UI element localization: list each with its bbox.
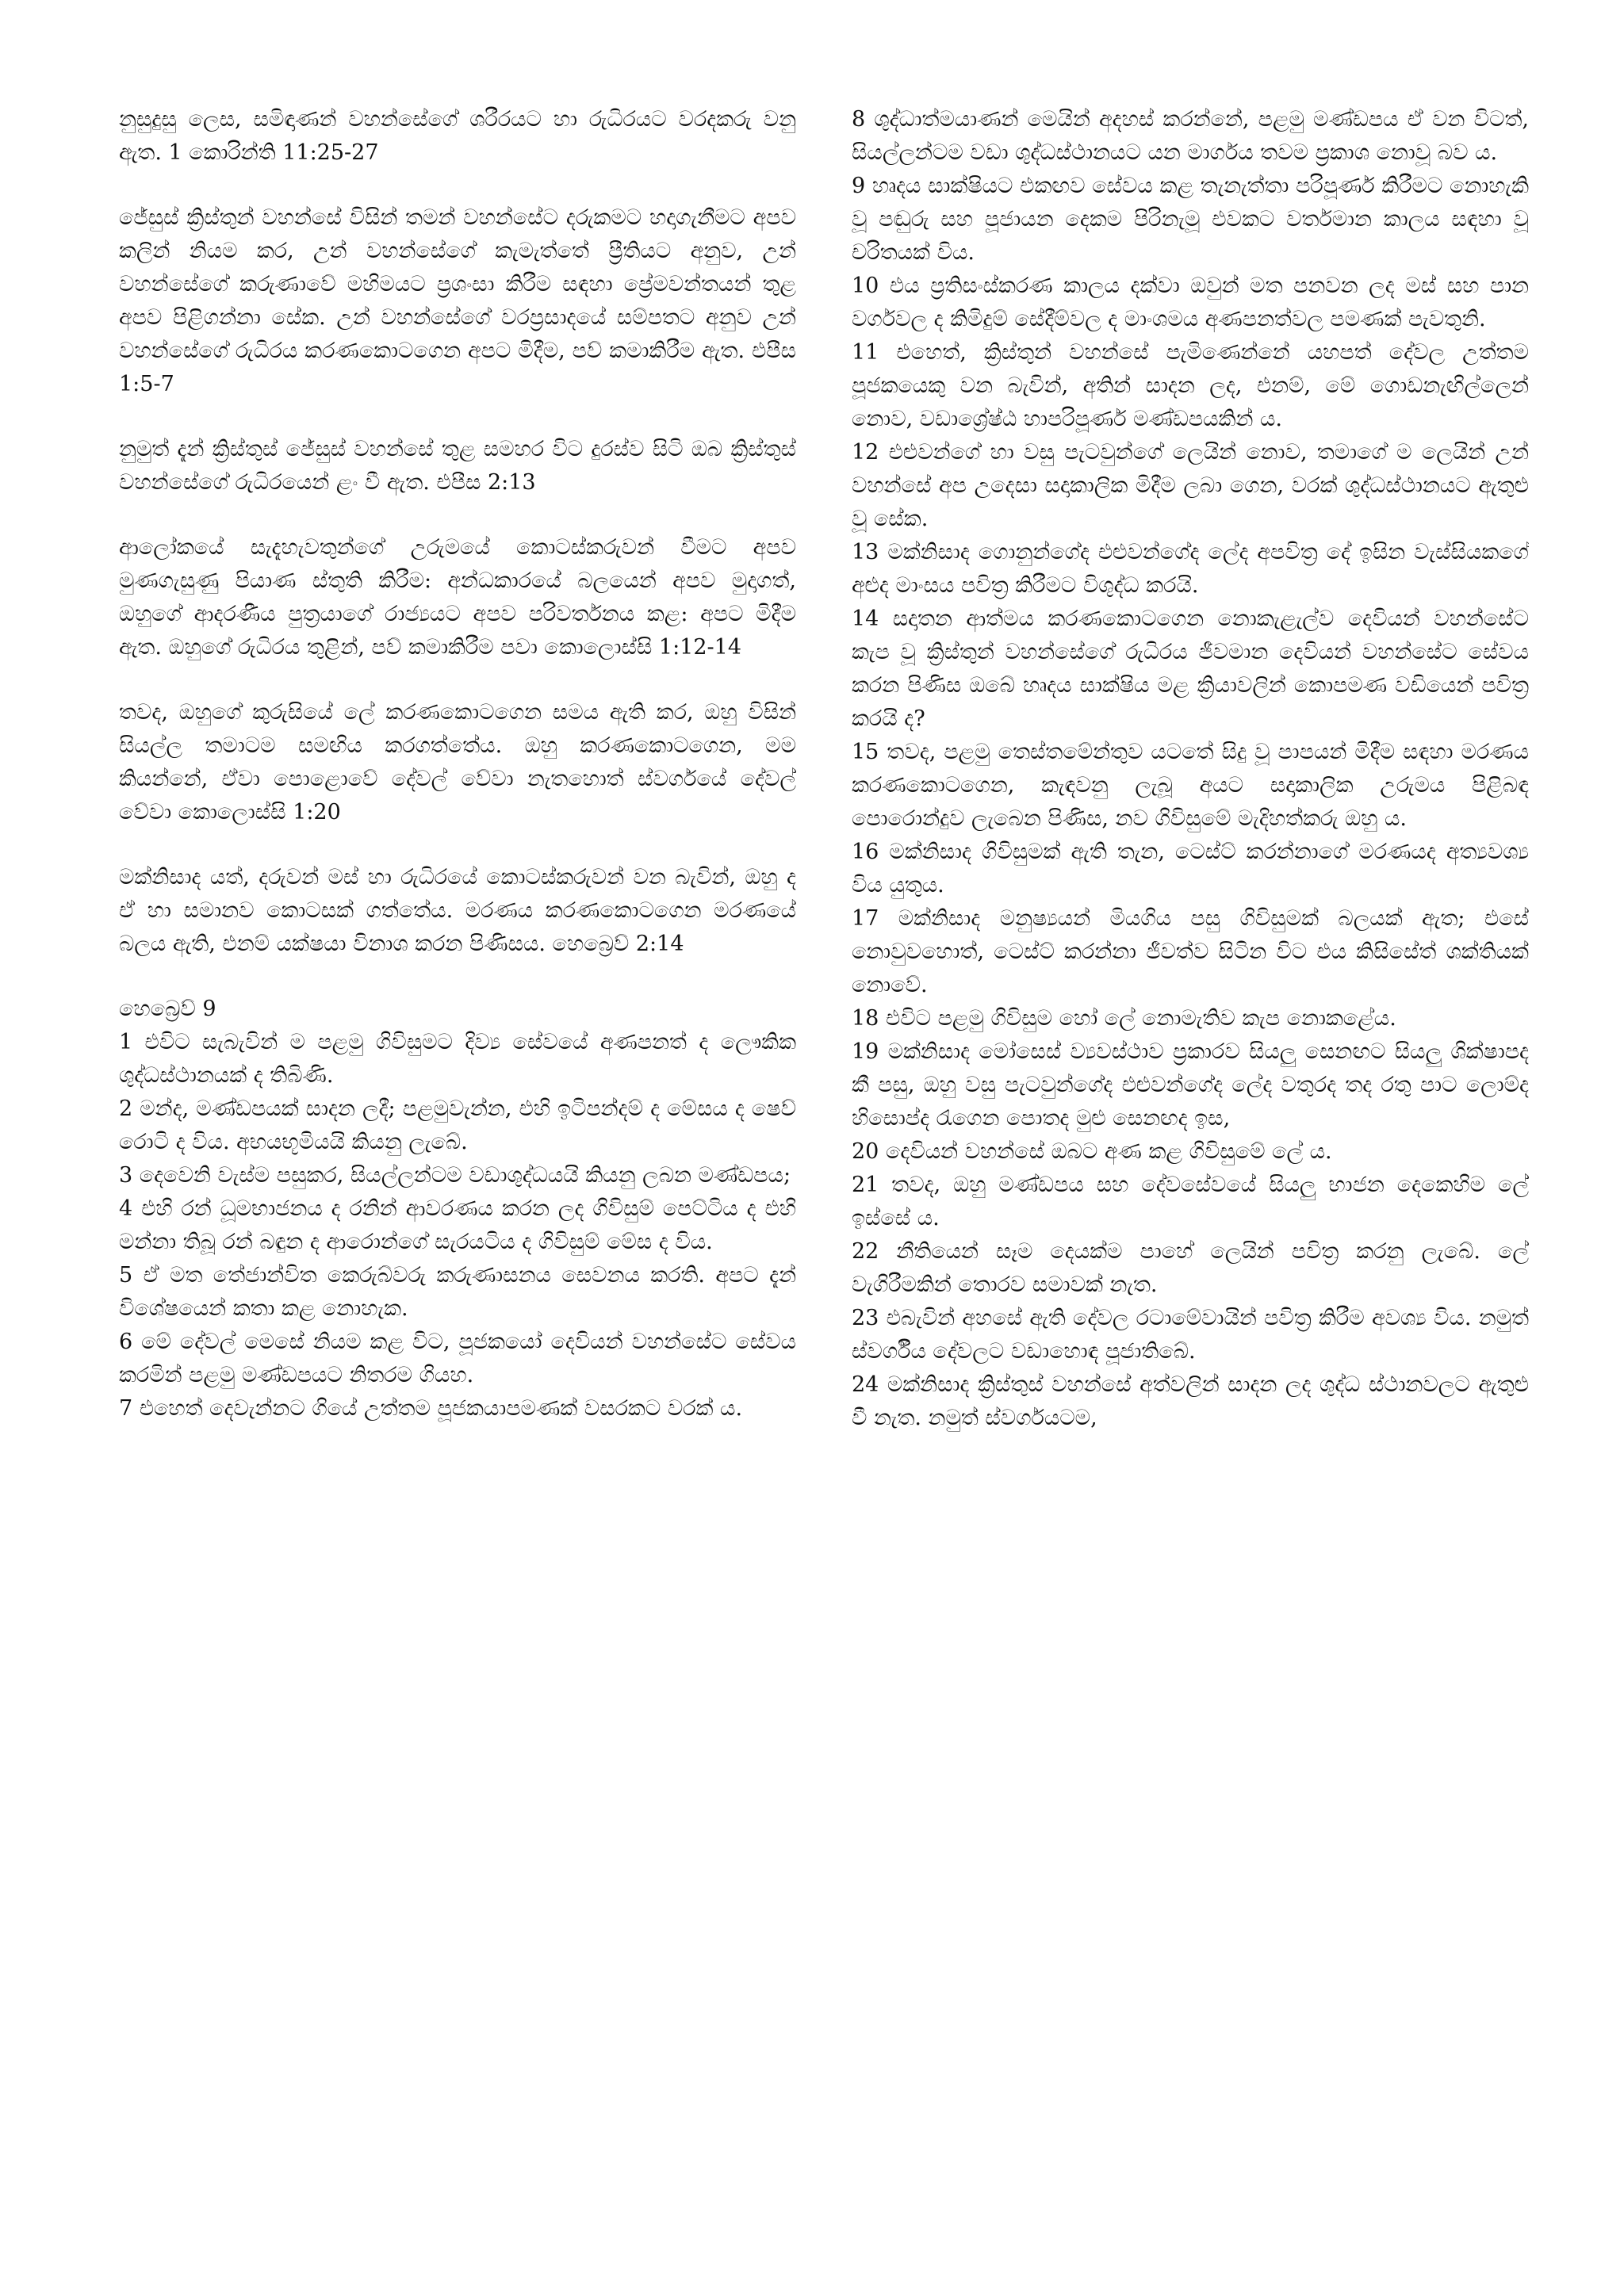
verse-16: 16 මක්නිසාද ගිවිසුමක් ඇති තැන, ටෙස්ට් කරන්නාගේ මරණයද අත්‍යවශ්‍ය විය යුතුය. [852,840,1529,897]
verse-11: 11 එහෙත්, ක්‍රිස්තුන් වහන්සේ පැමිණෙන්නේ යහපත් දේවල උත්තම පූජකයෙකු වන බැවින්, අතින් සාදන ලද, එනම්, මේ ගොඩනැඟිල්ලෙන් නොව, වඩාශ්‍රේෂ්ඨ හාපරිපූර්ණ මණ්ඩපයකින් ය. [852,340,1529,431]
verse-8: 8 ශුද්ධාත්මයාණන් මෙයින් අදහස් කරන්නේ, පළමු මණ්ඩපය ඒ වන විටත්, සියල්ලන්ටම වඩා ශුද්ධස්ථානයට යන මාර්ගය තවම ප්‍රකාශ නොවූ බව ය. [852,107,1529,165]
verse-23: 23 එබැවින් අහසේ ඇති දේවල රටාමේවායින් පවිත්‍ර කිරීම අවශ්‍ය විය. නමුත් ස්වර්ගීය දේවලට වඩාහොඳ පූජාතිබේ. [852,1306,1529,1364]
verse-5: 5 ඒ මත තේජාන්විත කෙරුබ්වරු කරුණාසනය සෙවනය කරති. අපට දැන් විශේෂයෙන් කතා කළ නොහැක. [119,1263,796,1321]
right-column [852,103,1529,2217]
verse-10: 10 එය ප්‍රතිසංස්කරණ කාලය දක්වා ඔවුන් මත පනවන ලද මස් සහ පාන වර්ගවල ද කිමිදුම් සේදීම්වල ද මාංශමය අණපනත්වල පමණක් පැවතුනි. [852,274,1529,331]
verse-9: 9 හෘදය සාක්ෂියට එකඟව සේවය කළ තැනැත්තා පරිපූර්ණ කිරීමට නොහැකි වූ පඬුරු සහ පූජායන දෙකම පිරිනැමූ එවකට වර්තමාන කාලය සඳහා වූ චරිතයක් විය. [852,174,1529,265]
verse-18: 18 එවිට පළමු ගිවිසුම හෝ ලේ නොමැතිව කැප නොකළේය. [852,1006,1396,1031]
paragraph-5: තවද, ඔහුගේ කුරුසියේ ලේ කරණකොටගෙන සමය ඇති කර, ඔහු විසින් සියල්ල තමාටම සමඟිය කරගත්තේය. ඔහු කරණකොටගෙන, මම කියන්නේ, ඒවා පොළොවේ දේවල් වේවා නැතහොත් ස්වර්ගයේ දේවල් වේවා කොලොස්සි 1:20 [119,700,796,825]
verse-19: 19 මක්නිසාද මෝසෙස් ව්‍යවස්ථාව ප්‍රකාරව සියලු සෙනඟට සියලු ශික්ෂාපද කී පසු, ඔහු වසු පැටවුන්ගේද එළුවන්ගේද ලේද වතුරද තද රතු පාට ලොම්ද හිසොප්ද රැගෙන පොතද මුළු සෙනඟද ඉස, [852,1039,1529,1131]
verse-4: 4 එහි රන් ධූමභාජනය ද රනින් ආවරණය කරන ලද ගිවිසුම් පෙට්ටිය ද එහි මන්නා තිබූ රන් බඳුන ද ආරොන්ගේ සැරයටිය ද ගිවිසුම් මේස ද විය. [119,1196,796,1254]
paragraph-4: ආලෝකයේ සැදැහැවතුන්ගේ උරුමයේ කොටස්කරුවන් වීමට අපව මුණගැසුණු පියාණ ස්තුති කිරීම: අන්ධකාරයේ බලයෙන් අපව මුදාගත්, ඔහුගේ ආදරණීය පුත්‍රයාගේ රාජ්‍යයට අපව පරිවර්තනය කළ: අපට මිදීම ඇත. ඔහුගේ රුධිරය තුළින්, පව් කමාකිරීම පවා කොලොස්සි 1:12-14 [119,535,796,660]
verse-22: 22 නීතියෙන් සෑම දෙයක්ම පාහේ ලෙයින් පවිත්‍ර කරනු ලැබේ. ලේ වැගිරීමකින් තොරව සමාවක් නැත. [852,1239,1529,1297]
chapter-heading: හෙබ්‍රෙව් 9 [119,997,216,1021]
verse-1: 1 එවිට සැබැවින් ම පළමු ගිවිසුමට දිව්‍ය සේවයේ අණපනත් ද ලෞකික ශුද්ධස්ථානයක් ද තිබිණි. [119,1030,796,1088]
verse-13: 13 මක්නිසාද ගොනුන්ගේද එළුවන්ගේද ලේද අපවිත්‍ර දේ ඉසින වැස්සියකගේ අළුද මාංසය පවිත්‍ර කිරීමට විශුද්ධ කරයි. [852,540,1529,598]
verse-6: 6 මේ දේවල් මෙසේ නියම කළ විට, පූජකයෝ දෙවියන් වහන්සේට සේවය කරමින් පළමු මණ්ඩපයට නිතරම ගියහ. [119,1330,796,1387]
verse-2: 2 මන්ද, මණ්ඩපයක් සාදන ලදී; පළමුවැන්න, එහි ඉටිපන්දම් ද මේසය ද ෂෙව් රොටි ද විය. අභයභූමියයි කියනු ලැබේ. [119,1096,796,1154]
paragraph-6: මක්නිසාද යත්, දරුවන් මස් හා රුධිරයේ කොටස්කරුවන් වන බැවින්, ඔහු ද ඒ හා සමානව කොටසක් ගත්තේය. මරණය කරණකොටගෙන මරණයේ බලය ඇති, එනම් යක්ෂයා විනාශ කරන පිණිසය. හෙබ්‍රෙව් 2:14 [119,865,796,956]
verse-3: 3 දෙවෙනි වැස්ම පසුකර, සියල්ලන්ටම වඩාශුද්ධයයි කියනු ලබන මණ්ඩපය; [119,1163,791,1188]
verse-14: 14 සදාතන ආත්මය කරණකොටගෙන නොකැළැල්ව දෙවියන් වහන්සේට කැප වූ ක්‍රිස්තුන් වහන්සේගේ රුධිරය ජීවමාන දෙවියන් වහන්සේට සේවය කරන පිණිස ඔබේ හෘදය සාක්ෂිය මළ ක්‍රියාවලින් කොපමණ වඩියෙන් පවිත්‍ර කරයි ද? [852,607,1529,731]
verse-15: 15 තවද, පළමු තෙස්තමේන්තුව යටතේ සිදු වූ පාපයන් මිදීම සඳහා මරණය කරණකොටගෙන, කැඳවනු ලැබූ අයට සදාකාලික උරුමය පිළිබඳ පොරොන්දුව ලැබෙන පිණිස, නව ගිවිසුමේ මැදිහත්කරු ඔහු ය. [852,740,1529,831]
left-column [119,103,796,2217]
verse-12: 12 එළුවන්ගේ හා වසු පැටවුන්ගේ ලෙයින් නොව, තමාගේ ම ලෙයින් උන් වහන්සේ අප උදෙසා සදාකාලික මිදීම ලබා ගෙන, වරක් ශුද්ධස්ථානයට ඇතුළු වූ සේක. [852,440,1529,531]
verse-17: 17 මක්නිසාද මනුෂ්‍යයන් මියගිය පසු ගිවිසුමක් බලයක් ඇත; එසේ නොවුවහොත්, ටෙස්ට් කරන්නා ජීවත්ව සිටින විට එය කිසිසේත් ශක්තියක් නොවේ. [852,906,1529,997]
verse-24: 24 මක්නිසාද ක්‍රිස්තුස් වහන්සේ අත්වලින් සාදන ලද ශුද්ධ ස්ථානවලට ඇතුළු වී නැත. නමුත් ස්වර්ගයටම, [852,1372,1529,1430]
verse-7: 7 එහෙත් දෙවැන්නට ගියේ උත්තම පූජකයාපමණක් වසරකට වරක් ය. [119,1396,743,1421]
verse-20: 20 දෙවියන් වහන්සේ ඔබට අණ කළ ගිවිසුමේ ලේ ය. [852,1139,1332,1164]
verse-21: 21 තවද, ඔහු මණ්ඩපය සහ දේවසේවයේ සියලු භාජන දෙකෙහිම ලේ ඉස්සේ ය. [852,1173,1529,1230]
paragraph-1: නුසුදුසු ලෙස, සමිඳාණන් වහන්සේගේ ශරීරයට හා රුධිරයට වරදකරු වනු ඇත. 1 කොරින්ති 11:25-27 [119,107,796,165]
paragraph-2: ජේසුස් ක්‍රිස්තුන් වහන්සේ විසින් තමන් වහන්සේට දරුකමට හදාගැනීමට අපව කලින් නියම කර, උන් වහන්සේගේ කැමැත්තේ ප්‍රීතියට අනුව, උන් වහන්සේගේ කරුණාවේ මහිමයට ප්‍රශංසා කිරීම සඳහා ප්‍රේමවන්තයන් තුළ අපව පිළිගන්නා සේක. උන් වහන්සේගේ වරප්‍රසාදයේ සම්පතට අනුව උන් වහන්සේගේ රුධිරය කරණකොටගෙන අපට මිදීම, පව් කමාකිරීම ඇත. එපීස 1:5-7 [119,205,796,396]
paragraph-3: නුමුත් දැන් ක්‍රිස්තුස් ජේසුස් වහන්සේ තුළ සමහර විට දුරස්ව සිටි ඔබ ක්‍රිස්තුස් වහන්සේගේ රුධිරයෙන් ළං වී ඇත. එපීස 2:13 [119,437,796,495]
